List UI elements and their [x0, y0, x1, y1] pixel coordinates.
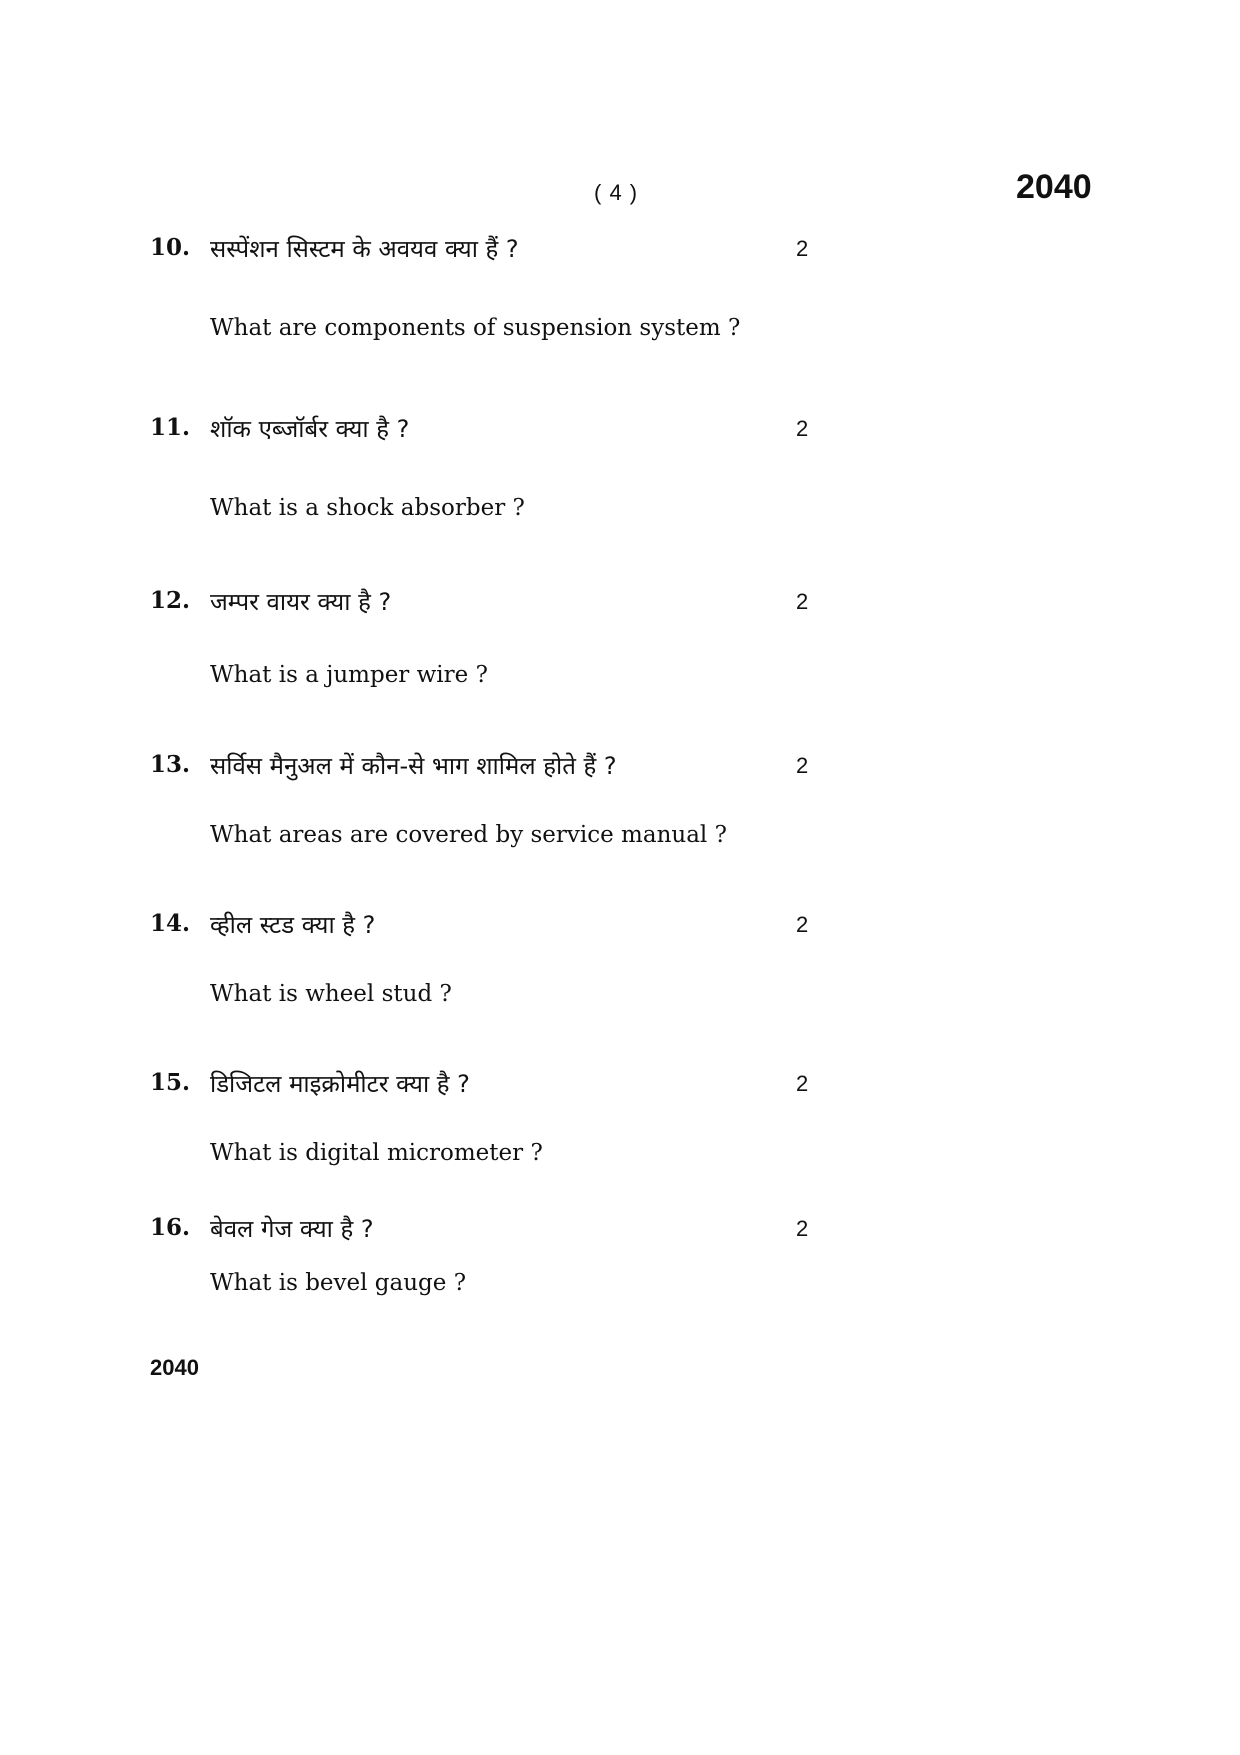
- question-number: 12.: [150, 587, 191, 614]
- question-english: What is a shock absorber ?: [210, 495, 525, 521]
- question-hindi: शॉक एब्जॉर्बर क्या है ?: [210, 415, 410, 443]
- question-marks: 2: [796, 912, 809, 937]
- question-hindi: व्हील स्टड क्या है ?: [210, 911, 376, 939]
- question-english: What is a jumper wire ?: [210, 662, 488, 688]
- question-number: 11.: [150, 414, 191, 441]
- question-english: What is digital micrometer ?: [210, 1140, 543, 1166]
- question-hindi: सस्पेंशन सिस्टम के अवयव क्या हैं ?: [210, 235, 519, 263]
- question-number: 16.: [150, 1214, 191, 1241]
- question-hindi: बेवल गेज क्या है ?: [210, 1215, 374, 1243]
- question-number: 13.: [150, 751, 191, 778]
- paper-code-header: 2040: [1016, 168, 1092, 206]
- question-marks: 2: [796, 416, 809, 441]
- question-marks: 2: [796, 589, 809, 614]
- question-english: What is wheel stud ?: [210, 981, 452, 1007]
- question-hindi: डिजिटल माइक्रोमीटर क्या है ?: [210, 1070, 470, 1098]
- question-marks: 2: [796, 236, 809, 261]
- question-number: 15.: [150, 1069, 191, 1096]
- question-marks: 2: [796, 1071, 809, 1096]
- question-english: What are components of suspension system ?: [210, 315, 741, 341]
- question-number: 14.: [150, 910, 191, 937]
- question-hindi: जम्पर वायर क्या है ?: [210, 588, 392, 616]
- question-english: What areas are covered by service manual ?: [210, 822, 727, 848]
- paper-code-footer: 2040: [150, 1355, 199, 1380]
- question-marks: 2: [796, 753, 809, 778]
- question-hindi: सर्विस मैनुअल में कौन-से भाग शामिल होते हैं ?: [210, 752, 617, 780]
- question-marks: 2: [796, 1216, 809, 1241]
- page-number: ( 4 ): [594, 180, 639, 205]
- question-number: 10.: [150, 234, 191, 261]
- question-english: What is bevel gauge ?: [210, 1270, 467, 1296]
